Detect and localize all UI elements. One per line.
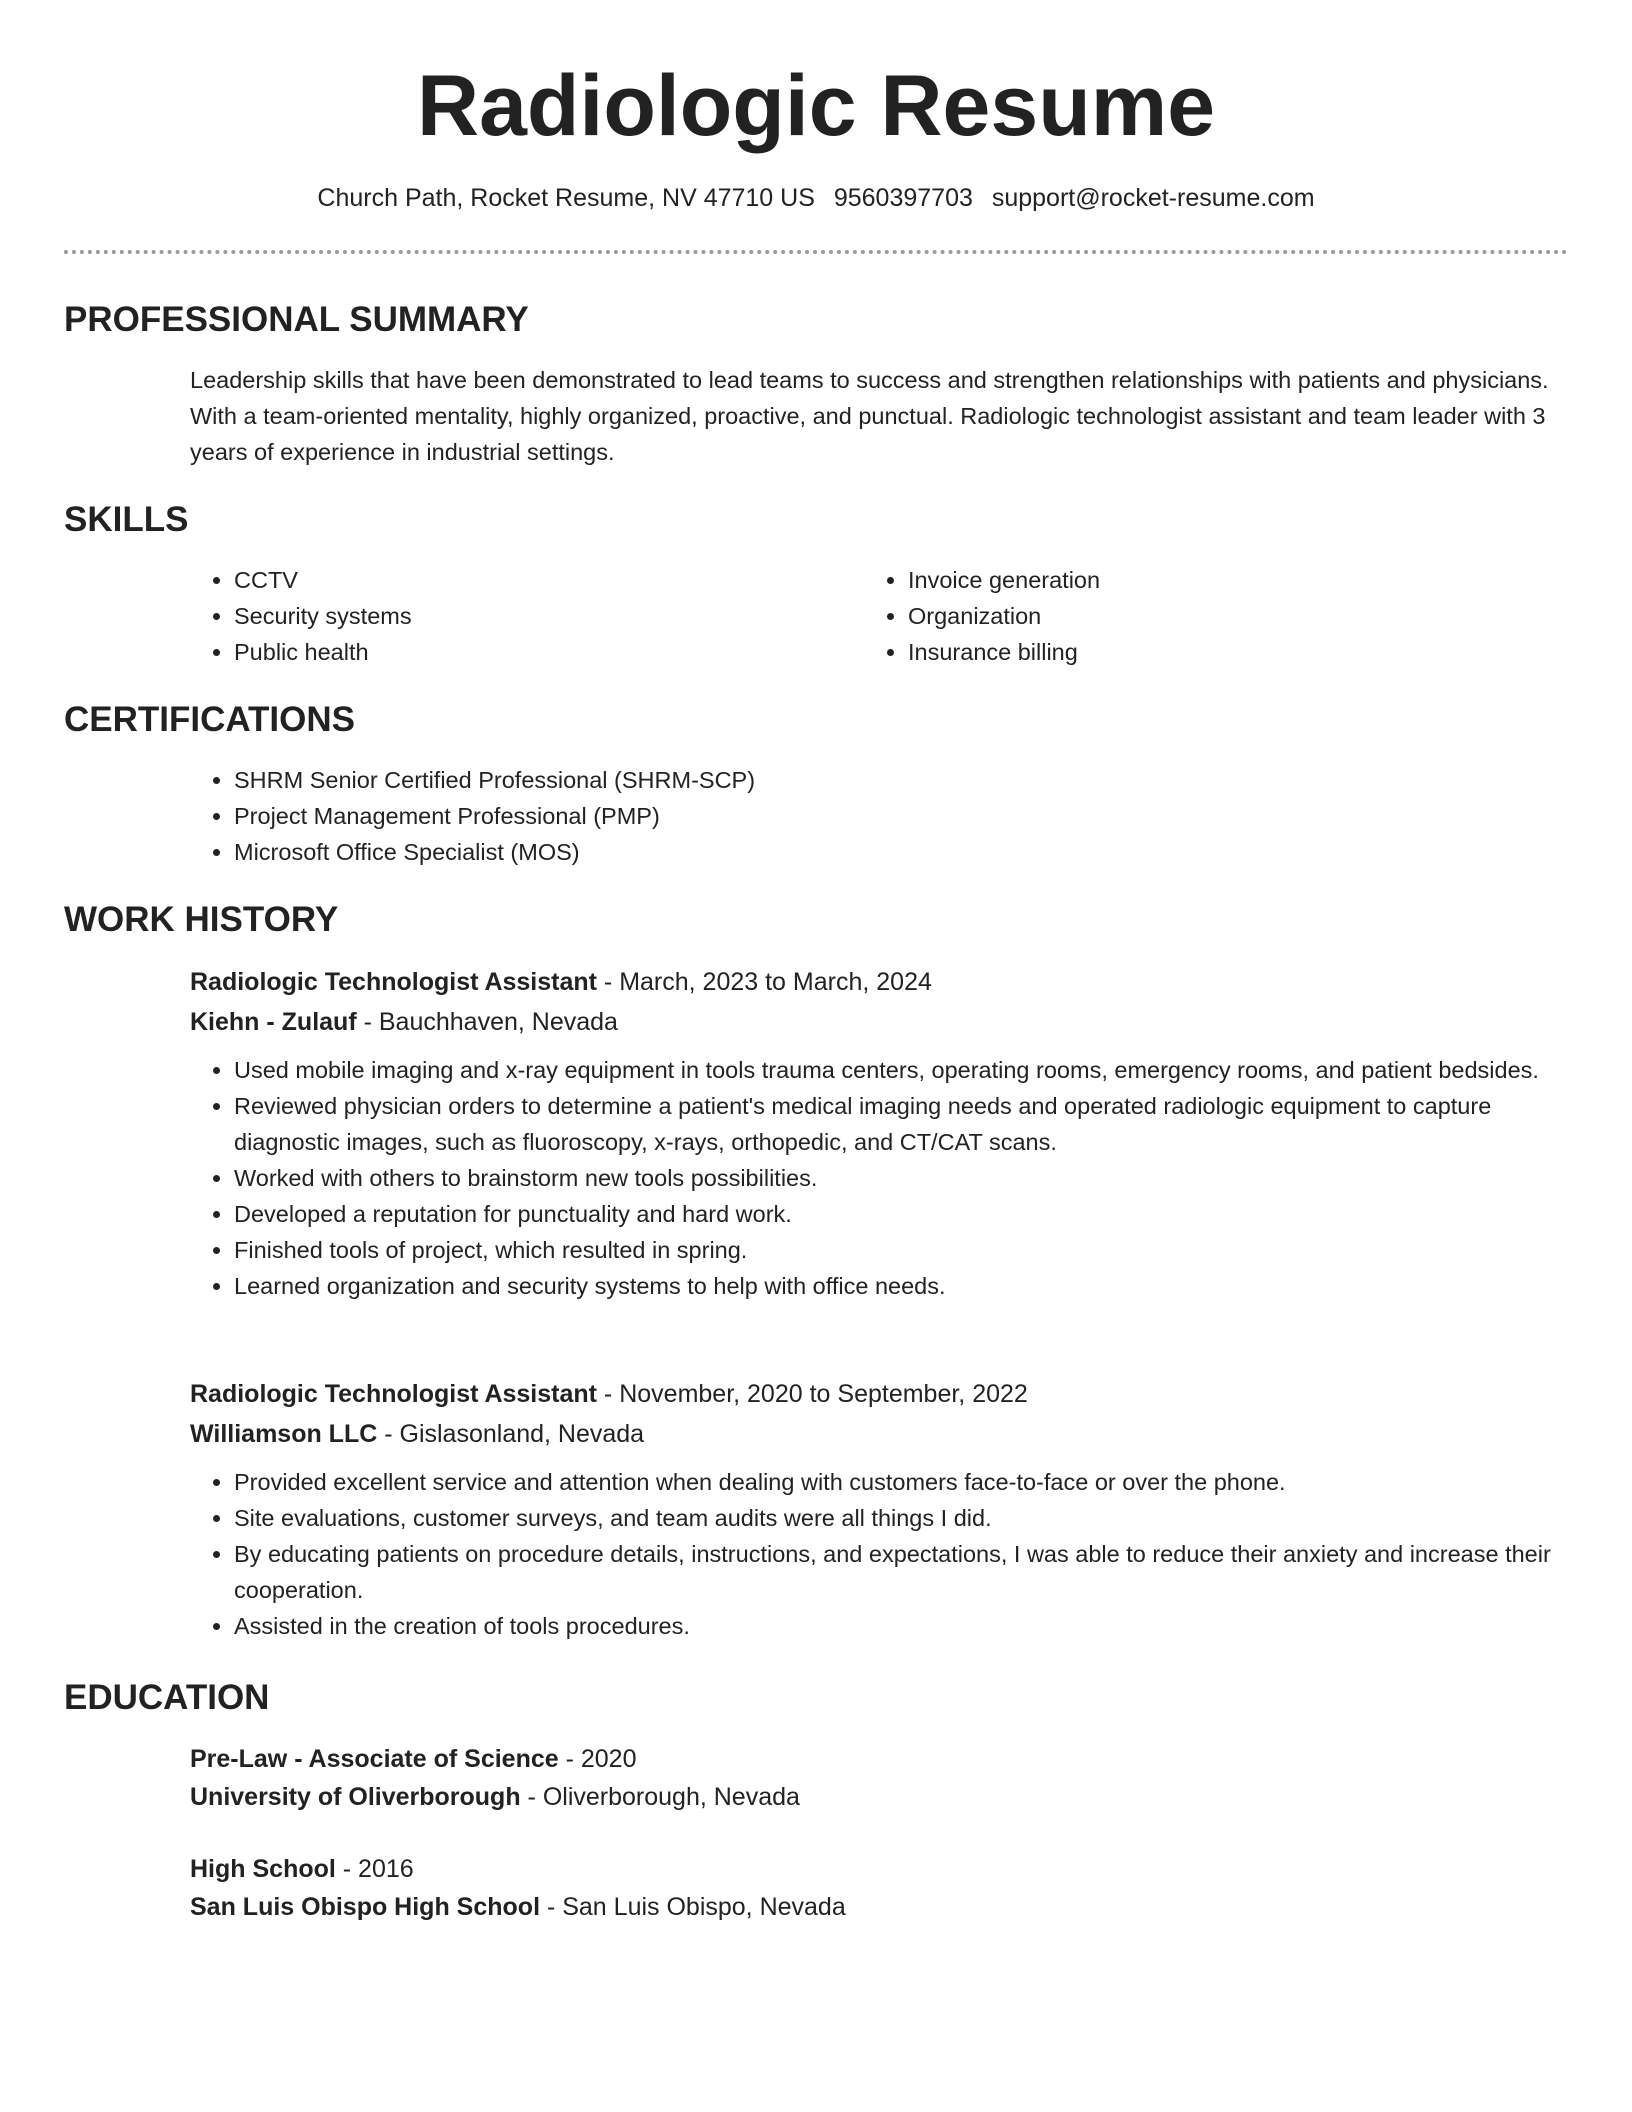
job-entry	[190, 962, 1570, 1304]
skills-column-left	[190, 562, 850, 670]
contact-line	[64, 180, 1568, 216]
job-location: - Gislasonland, Nevada	[377, 1420, 645, 1448]
skill-item: • Security systems	[234, 598, 850, 634]
education-degree: High School	[190, 1855, 336, 1883]
education-school: San Luis Obispo High School	[190, 1893, 541, 1921]
job-company-line	[190, 1002, 1570, 1042]
job-bullet: • Assisted in the creation of tools procedures.	[234, 1608, 1570, 1644]
education-entry	[190, 1850, 1570, 1926]
job-title-line	[190, 1374, 1570, 1414]
certification-item: • SHRM Senior Certified Professional (SHRM-SCP)	[234, 762, 1570, 798]
resume-title: Radiologic Resume	[416, 58, 1216, 154]
certification-item: • Project Management Professional (PMP)	[234, 798, 1570, 834]
job-bullet: • Learned organization and security systems to help with office needs.	[234, 1268, 1570, 1304]
education-school: University of Oliverborough	[190, 1783, 521, 1811]
skill-item: • Insurance billing	[908, 634, 1564, 670]
skill-item: • Organization	[908, 598, 1564, 634]
job-company: Kiehn - Zulauf	[190, 1008, 357, 1036]
skills-column-right	[864, 562, 1564, 670]
job-bullet: • By educating patients on procedure details, instructions, and expectations, I was able to reduce their anxiety and increase their cooperation.	[234, 1536, 1570, 1608]
education-school-line	[190, 1778, 1570, 1816]
job-company: Williamson LLC	[190, 1420, 378, 1448]
job-bullet: • Reviewed physician orders to determine a patient's medical imaging needs and operated radiologic equipment to capture diagnostic images, such as fluoroscopy, x-rays, orthopedic, and CT/CAT scans.	[234, 1088, 1570, 1160]
skill-item: • Invoice generation	[908, 562, 1564, 598]
job-title-line	[190, 962, 1570, 1002]
contact-email: support@rocket-resume.com	[991, 184, 1315, 212]
job-title: Radiologic Technologist Assistant	[190, 1380, 597, 1408]
certification-item: • Microsoft Office Specialist (MOS)	[234, 834, 1570, 870]
education-location: - San Luis Obispo, Nevada	[540, 1893, 846, 1921]
education-location: - Oliverborough, Nevada	[520, 1783, 800, 1811]
job-location: - Bauchhaven, Nevada	[356, 1008, 618, 1036]
job-bullet: • Used mobile imaging and x-ray equipment in tools trauma centers, operating rooms, emergency rooms, and patient bedsides.	[234, 1052, 1570, 1088]
job-entry	[190, 1374, 1570, 1644]
job-bullet: • Developed a reputation for punctuality and hard work.	[234, 1196, 1570, 1232]
education-degree-line	[190, 1740, 1570, 1778]
job-company-line	[190, 1414, 1570, 1454]
education-year: - 2020	[558, 1745, 637, 1773]
summary-heading: PROFESSIONAL SUMMARY	[64, 300, 529, 339]
job-bullet: • Finished tools of project, which resulted in spring.	[234, 1232, 1570, 1268]
contact-phone: 9560397703	[833, 184, 973, 212]
contact-address: Church Path, Rocket Resume, NV 47710 US	[317, 184, 815, 212]
header-divider	[64, 250, 1568, 254]
education-heading: EDUCATION	[64, 1678, 270, 1717]
certifications-heading: CERTIFICATIONS	[64, 700, 356, 739]
education-school-line	[190, 1888, 1570, 1926]
summary-block	[190, 362, 1568, 470]
summary-text: Leadership skills that have been demonstrated to lead teams to success and strengthen relationships with patients and physicians. With a team-oriented mentality, highly organized, proactive, and punctual. Radiologic technologist assistant and team leader with 3 years of experience in industrial settings.	[190, 367, 1549, 465]
job-bullet: • Worked with others to brainstorm new tools possibilities.	[234, 1160, 1570, 1196]
job-dates: - March, 2023 to March, 2024	[596, 968, 932, 996]
skill-item: • CCTV	[234, 562, 850, 598]
education-entry	[190, 1740, 1570, 1816]
job-bullet: • Provided excellent service and attention when dealing with customers face-to-face or over the phone.	[234, 1464, 1570, 1500]
certifications-block	[190, 762, 1570, 870]
job-title: Radiologic Technologist Assistant	[190, 968, 597, 996]
skill-item: • Public health	[234, 634, 850, 670]
job-bullet: • Site evaluations, customer surveys, and team audits were all things I did.	[234, 1500, 1570, 1536]
education-year: - 2016	[335, 1855, 414, 1883]
work-history-heading: WORK HISTORY	[64, 900, 339, 939]
education-degree: Pre-Law - Associate of Science	[190, 1745, 559, 1773]
skills-heading: SKILLS	[64, 500, 189, 539]
job-dates: - November, 2020 to September, 2022	[596, 1380, 1028, 1408]
education-degree-line	[190, 1850, 1570, 1888]
